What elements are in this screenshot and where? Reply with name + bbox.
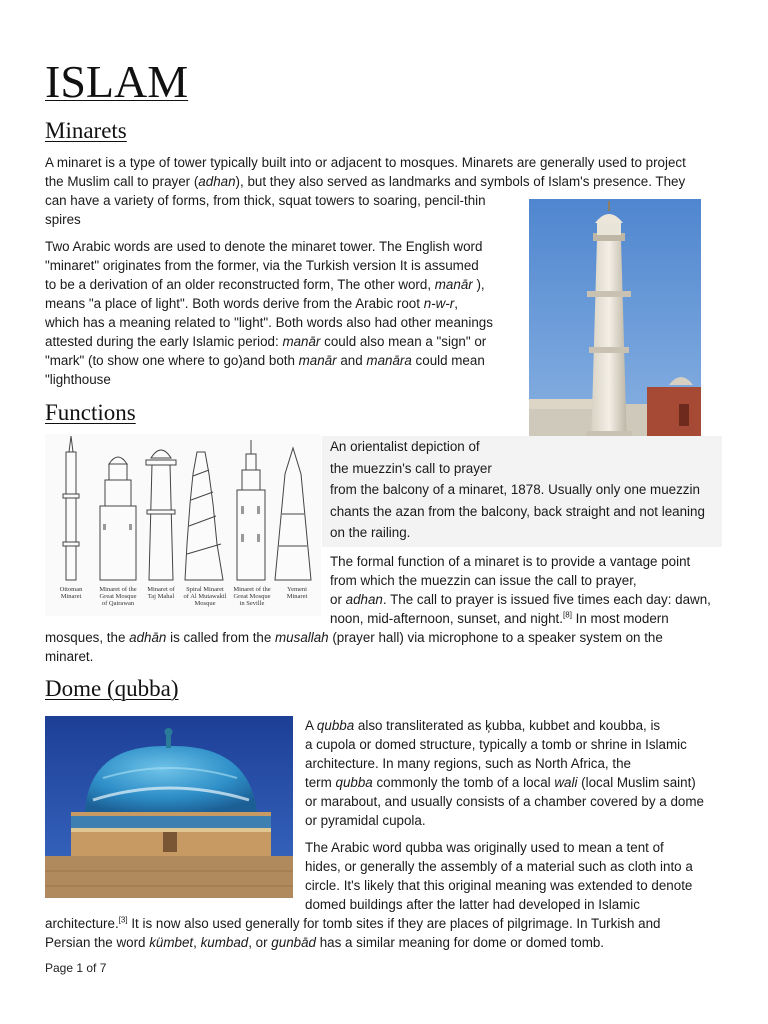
minarets-p2-line: "lighthouse [45, 372, 111, 387]
dome-p1-line: a cupola or domed structure, typically a tomb or shrine in Islamic [305, 737, 687, 752]
dome-p2-line: circle. It's likely that this original meaning was extended to denote [305, 878, 693, 893]
functions-line: minaret. [45, 649, 94, 664]
diagram-label-line: Spiral Minaret [186, 586, 224, 593]
diagram-label-line: Great Mosque [99, 593, 137, 600]
diagram-label [181, 586, 229, 607]
minarets-paragraph-2 [45, 237, 525, 389]
functions-line: from which the muezzin can issue the call to prayer, [330, 573, 637, 588]
diagram-label-line: Taj Mahal [147, 593, 175, 600]
section-heading-dome: Dome (qubba) [45, 676, 179, 701]
minarets-p2-line: to be a derivation of an older reconstructed form, The other word, manār ), [45, 277, 485, 292]
diagram-label-line: Minaret [286, 593, 308, 600]
minarets-p2-line: attested during the early Islamic period: manār could also mean a "sign" or [45, 334, 487, 349]
document-title: ISLAM [45, 56, 189, 107]
dome-p1-line: or pyramidal cupola. [305, 813, 426, 828]
dome-p2-line: hides, or generally the assembly of a material such as cloth into a [305, 859, 693, 874]
caption-line: An orientalist depiction of [330, 439, 480, 454]
dome-p2-line: The Arabic word qubba was originally used to mean a tent of [305, 840, 664, 855]
dome-p2-line: Persian the word kümbet, kumbad, or gunbād has a similar meaning for dome or domed tomb. [45, 935, 605, 950]
caption-line: the muezzin's call to prayer [330, 460, 492, 476]
dome-p1-line: term qubba commonly the tomb of a local wali (local Muslim saint) [305, 775, 696, 790]
diagram-label-line: Ottoman [59, 586, 83, 593]
diagram-label-line: of Qairawan [101, 600, 135, 607]
dome-p2-line: architecture.[3] It is now also used generally for tomb sites if they are places of pilgrimage. In Turkish and [45, 915, 661, 931]
section-heading-functions: Functions [45, 400, 136, 425]
functions-line: noon, mid-afternoon, sunset, and night.[8] In most modern [330, 610, 669, 626]
page-number: Page 1 of 7 [45, 961, 107, 975]
minarets-p1-line: the Muslim call to prayer (adhan), but they also served as landmarks and symbols of Islam's presence. They [45, 174, 686, 189]
functions-paragraph [330, 552, 730, 628]
diagram-label-line: Minaret of the [99, 586, 137, 593]
diagram-label [277, 586, 317, 600]
dome-p1-line: or marabout, and usually consists of a chamber covered by a dome [305, 794, 704, 809]
dome-p1-line: architecture. In many regions, such as North Africa, the [305, 756, 631, 771]
minarets-p2-line: "minaret" originates from the former, via the Turkish version It is assumed [45, 258, 479, 273]
functions-caption [322, 436, 722, 547]
minarets-p2-line: Two Arabic words are used to denote the minaret tower. The English word [45, 239, 483, 254]
caption-line: on the railing. [330, 525, 411, 540]
diagram-label-line: Great Mosque [233, 593, 271, 600]
dome-paragraph-2-continued [45, 914, 745, 952]
minarets-p2-line: "mark" (to show one where to go)and both manār and manāra could mean [45, 353, 485, 368]
diagram-label-line: Minaret of [147, 586, 175, 593]
minarets-p2-line: which has a meaning related to "light". Both words also had other meanings [45, 315, 493, 330]
minarets-p1-line: A minaret is a type of tower typically built into or adjacent to mosques. Minarets are generally used to project [45, 155, 686, 170]
minaret-types-diagram [45, 434, 321, 616]
diagram-label [229, 586, 275, 607]
diagram-label [95, 586, 141, 607]
caption-line: from the balcony of a minaret, 1878. Usually only one muezzin [330, 482, 700, 497]
functions-line: mosques, the adhān is called from the musallah (prayer hall) via microphone to a speaker system on the [45, 630, 663, 645]
caption-line: chants the azan from the balcony, back straight and not leaning [330, 503, 705, 519]
functions-paragraph-continued [45, 628, 745, 666]
functions-line: or adhan. The call to prayer is issued five times each day: dawn, [330, 592, 711, 607]
diagram-label-line: Minaret [60, 593, 82, 600]
diagram-label-line: Mosque [194, 600, 216, 607]
minaret-photo [529, 199, 701, 464]
functions-line: The formal function of a minaret is to provide a vantage point [330, 554, 691, 569]
diagram-label-line: Minaret of the [233, 586, 271, 593]
dome-p1-line: A qubba also transliterated as ķubba, kubbet and koubba, is [305, 718, 661, 733]
dome-paragraph-1 [305, 716, 735, 830]
diagram-label-line: of Al Mutawakil [183, 593, 227, 600]
diagram-label [51, 586, 91, 600]
dome-photo [45, 716, 293, 898]
diagram-label-line: in Seville [239, 600, 265, 607]
minarets-p1-line: can have a variety of forms, from thick, squat towers to soaring, pencil-thin [45, 193, 486, 208]
section-heading-minarets: Minarets [45, 118, 127, 143]
dome-p2-line: domed buildings after the latter had developed in Islamic [305, 897, 640, 912]
minarets-p1-line: spires [45, 212, 81, 227]
dome-paragraph-2 [305, 838, 735, 914]
diagram-label-line: Yemeni [287, 586, 307, 593]
minarets-p2-line: means "a place of light". Both words derive from the Arabic root n-w-r, [45, 296, 458, 311]
diagram-label [143, 586, 179, 600]
